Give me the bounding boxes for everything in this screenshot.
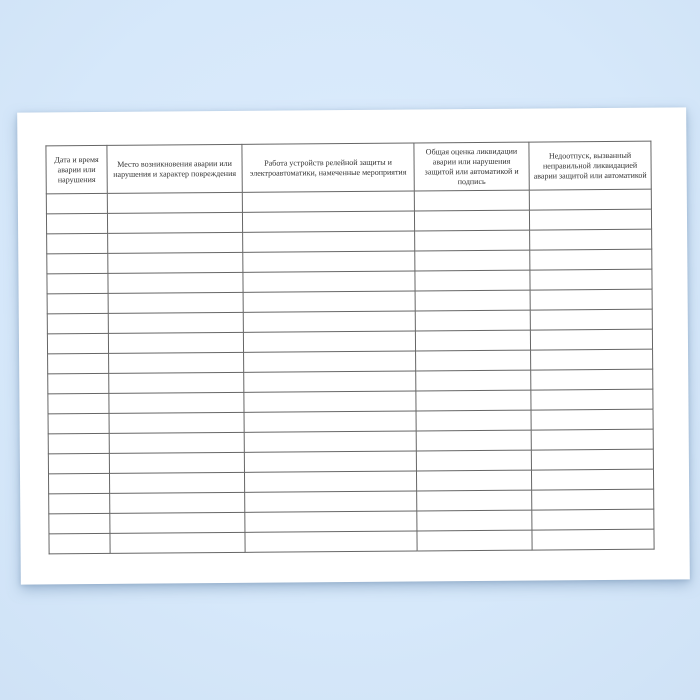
empty-cell bbox=[532, 489, 654, 510]
empty-cell bbox=[243, 251, 415, 272]
empty-cell bbox=[47, 233, 108, 253]
empty-cell bbox=[244, 371, 416, 392]
empty-cell bbox=[243, 271, 415, 292]
empty-cell bbox=[243, 311, 415, 332]
empty-cell bbox=[47, 313, 108, 333]
empty-cell bbox=[531, 349, 653, 370]
empty-cell bbox=[245, 531, 417, 552]
empty-cell bbox=[531, 409, 653, 430]
column-header-relay-protection: Работа устройств релейной защиты и электроавтоматики, намеченные мероприятия bbox=[242, 143, 414, 192]
empty-cell bbox=[110, 492, 245, 513]
empty-cell bbox=[47, 253, 108, 273]
empty-cell bbox=[48, 433, 109, 453]
empty-cell bbox=[244, 431, 416, 452]
column-header-location-damage: Место возникновения аварии или нарушения и характер повреждения bbox=[107, 144, 242, 193]
empty-cell bbox=[109, 392, 244, 413]
empty-cell bbox=[416, 350, 531, 371]
empty-cell bbox=[110, 532, 245, 553]
empty-cell bbox=[530, 289, 652, 310]
empty-cell bbox=[243, 291, 415, 312]
empty-cell bbox=[244, 451, 416, 472]
empty-cell bbox=[48, 453, 109, 473]
empty-cell bbox=[107, 192, 242, 213]
empty-cell bbox=[416, 430, 531, 451]
empty-cell bbox=[109, 372, 244, 393]
empty-cell bbox=[245, 491, 417, 512]
empty-cell bbox=[242, 211, 414, 232]
empty-cell bbox=[530, 269, 652, 290]
empty-cell bbox=[49, 493, 110, 513]
empty-cell bbox=[48, 393, 109, 413]
empty-cell bbox=[108, 292, 243, 313]
empty-cell bbox=[110, 512, 245, 533]
empty-row bbox=[49, 529, 654, 554]
empty-cell bbox=[109, 452, 244, 473]
table-header bbox=[46, 141, 651, 194]
empty-cell bbox=[244, 411, 416, 432]
empty-cell bbox=[108, 252, 243, 273]
empty-cell bbox=[46, 213, 107, 233]
empty-cell bbox=[415, 290, 530, 311]
empty-cell bbox=[48, 473, 109, 493]
empty-cell bbox=[417, 530, 532, 551]
empty-cell bbox=[108, 332, 243, 353]
empty-cell bbox=[243, 331, 415, 352]
empty-cell bbox=[532, 509, 654, 530]
empty-cell bbox=[47, 293, 108, 313]
empty-cell bbox=[529, 189, 651, 210]
empty-cell bbox=[49, 533, 110, 553]
paper-sheet bbox=[17, 107, 690, 584]
empty-cell bbox=[417, 490, 532, 511]
empty-cell bbox=[109, 352, 244, 373]
empty-cell bbox=[416, 370, 531, 391]
empty-cell bbox=[244, 391, 416, 412]
empty-cell bbox=[530, 249, 652, 270]
empty-cell bbox=[49, 513, 110, 533]
empty-cell bbox=[48, 353, 109, 373]
empty-cell bbox=[531, 369, 653, 390]
empty-cell bbox=[109, 412, 244, 433]
empty-cell bbox=[532, 529, 654, 550]
empty-cell bbox=[245, 511, 417, 532]
empty-cell bbox=[48, 373, 109, 393]
empty-cell bbox=[414, 190, 529, 211]
empty-cell bbox=[414, 210, 529, 231]
empty-cell bbox=[108, 312, 243, 333]
column-header-overall-assessment: Общая оценка ликвидации аварии или нарушения защитой или автоматикой и подпись bbox=[414, 142, 529, 191]
journal-table bbox=[45, 141, 654, 555]
empty-cell bbox=[47, 273, 108, 293]
empty-cell bbox=[531, 469, 653, 490]
empty-cell bbox=[415, 310, 530, 331]
table-header-row bbox=[46, 141, 651, 194]
column-header-undersupply: Недоотпуск, вызванный неправильной ликвидацией аварии защитой или автоматикой bbox=[529, 141, 651, 190]
empty-cell bbox=[416, 450, 531, 471]
empty-cell bbox=[529, 209, 651, 230]
empty-cell bbox=[415, 270, 530, 291]
empty-cell bbox=[107, 212, 242, 233]
empty-cell bbox=[530, 229, 652, 250]
empty-cell bbox=[415, 330, 530, 351]
empty-cell bbox=[416, 410, 531, 431]
empty-cell bbox=[416, 470, 531, 491]
empty-cell bbox=[244, 471, 416, 492]
empty-cell bbox=[531, 429, 653, 450]
empty-cell bbox=[530, 329, 652, 350]
empty-cell bbox=[46, 193, 107, 213]
empty-cell bbox=[242, 191, 414, 212]
empty-cell bbox=[417, 510, 532, 531]
empty-cell bbox=[108, 232, 243, 253]
empty-cell bbox=[530, 309, 652, 330]
empty-cell bbox=[416, 390, 531, 411]
empty-cell bbox=[531, 389, 653, 410]
column-header-date-time: Дата и время аварии или нарушения bbox=[46, 145, 107, 193]
empty-cell bbox=[109, 472, 244, 493]
empty-cell bbox=[244, 351, 416, 372]
empty-cell bbox=[243, 231, 415, 252]
empty-cell bbox=[531, 449, 653, 470]
empty-cell bbox=[109, 432, 244, 453]
empty-cell bbox=[47, 333, 108, 353]
table-body bbox=[46, 189, 654, 554]
empty-cell bbox=[108, 272, 243, 293]
empty-cell bbox=[48, 413, 109, 433]
empty-cell bbox=[415, 250, 530, 271]
empty-cell bbox=[415, 230, 530, 251]
